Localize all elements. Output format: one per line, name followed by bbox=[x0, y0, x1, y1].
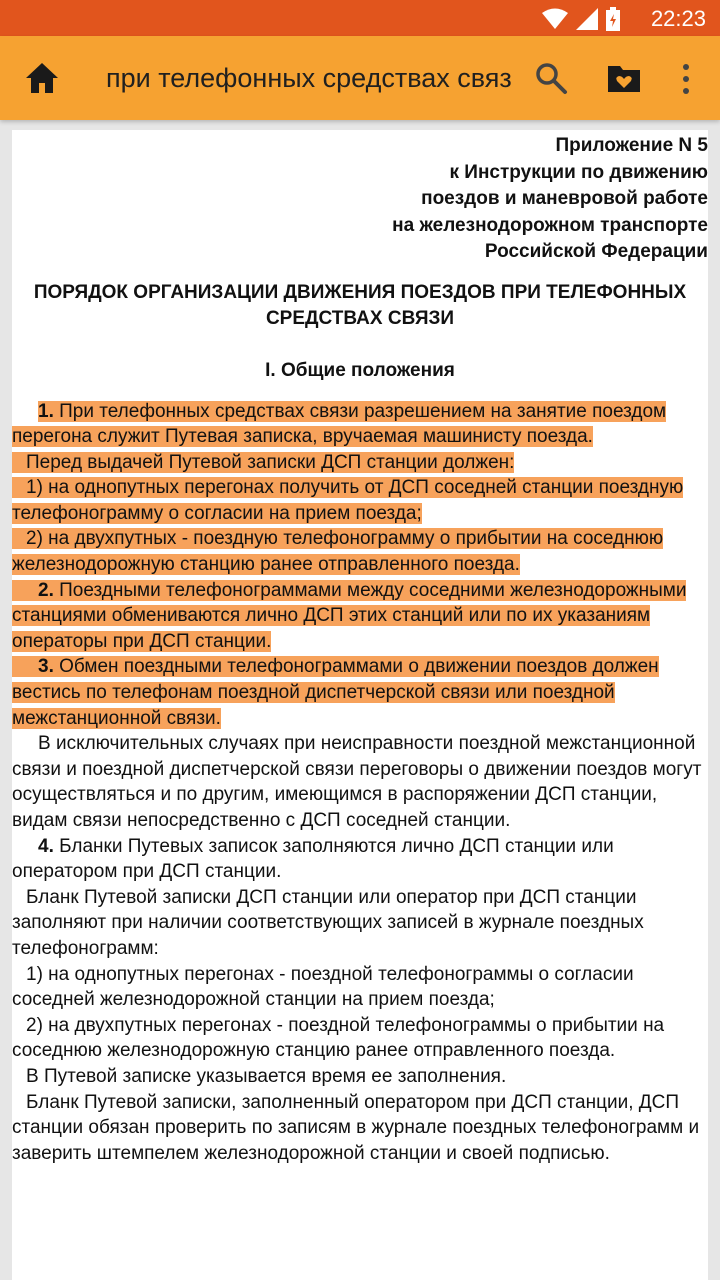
paragraph-text: Бланки Путевых записок заполняются лично ДСП станции или оператором при ДСП станции. bbox=[12, 835, 614, 883]
signal-icon bbox=[576, 8, 598, 30]
paragraph bbox=[12, 654, 708, 731]
paragraph bbox=[12, 399, 708, 450]
status-time: 22:23 bbox=[650, 6, 706, 31]
home-icon[interactable] bbox=[24, 60, 60, 96]
status-icons bbox=[542, 7, 620, 31]
annex-line: на железнодорожном транспорте bbox=[392, 214, 708, 236]
paragraph bbox=[12, 1064, 708, 1090]
paragraph-text: Перед выдачей Путевой записки ДСП станции должен: bbox=[26, 451, 515, 473]
paragraph bbox=[12, 526, 708, 577]
document-title: ПОРЯДОК ОРГАНИЗАЦИИ ДВИЖЕНИЯ ПОЕЗДОВ ПРИ ТЕЛЕФОННЫХ СРЕДСТВАХ СВЯЗИ bbox=[33, 281, 687, 329]
paragraph-text: В исключительных случаях при неисправности поездной межстанционной связи и поездной диспетчерской связи переговоры о движении поездов могут осуществляться и по другим, имеющимся в распоряжении ДСП станции, видам связи непосредственно с ДСП соседней станции. bbox=[12, 733, 702, 831]
wifi-icon bbox=[542, 8, 568, 30]
section-title: I. Общие положения bbox=[265, 359, 455, 381]
paragraph-number: 2. bbox=[38, 579, 54, 601]
paragraph bbox=[12, 578, 708, 655]
battery-icon bbox=[606, 7, 620, 31]
annex-line: поездов и маневровой работе bbox=[421, 188, 708, 209]
paragraph bbox=[12, 1013, 708, 1064]
paragraph bbox=[12, 450, 708, 476]
more-vert-icon[interactable] bbox=[674, 62, 698, 96]
paragraph bbox=[12, 1090, 708, 1167]
paragraph-text: 2) на двухпутных перегонах - поездной телефонограммы о прибытии на соседнюю железнодорожную станцию ранее отправленного поезда. bbox=[12, 1014, 665, 1062]
paragraph-number: 1. bbox=[38, 400, 54, 422]
paragraph-text: 2) на двухпутных - поездную телефонограмму о прибытии на соседнюю железнодорожную станцию ранее отправленного поезда. bbox=[12, 528, 664, 576]
paragraph-text: 1) на однопутных перегонах - поездной телефонограммы о согласии соседней железнодорожной станции на прием поезда; bbox=[12, 963, 634, 1011]
annex-line: Приложение N 5 bbox=[555, 135, 708, 156]
paragraph-text: При телефонных средствах связи разрешением на занятие поездом перегона служит Путевая записка, вручаемая машинисту поезда. bbox=[12, 400, 667, 448]
document-view[interactable] bbox=[12, 130, 708, 1280]
paragraph-text: 1) на однопутных перегонах получить от ДСП соседней станции поездную телефонограмму о согласии на прием поезда; bbox=[12, 477, 684, 524]
paragraph-text: Бланк Путевой записки ДСП станции или оператор при ДСП станции заполняют при наличии соответствующих записей в журнале поездных телефонограмм: bbox=[12, 886, 644, 959]
paragraph bbox=[12, 475, 708, 526]
annex-line: к Инструкции по движению bbox=[449, 161, 708, 183]
document-body bbox=[12, 399, 708, 1167]
paragraph bbox=[12, 885, 708, 962]
paragraph bbox=[12, 962, 708, 1013]
paragraph-text: Обмен поездными телефонограммами о движении поездов должен вестись по телефонам поездной диспетчерской связи или поездной межстанционной связи. bbox=[12, 656, 659, 729]
paragraph-text: Поездными телефонограммами между соседними железнодорожными станциями обмениваются лично ДСП этих станций или по их указаниям операторы при ДСП станции. bbox=[12, 579, 687, 652]
paragraph-text: В Путевой записке указывается время ее заполнения. bbox=[26, 1065, 507, 1087]
paragraph-number: 4. bbox=[38, 835, 54, 857]
status-bar bbox=[0, 0, 720, 36]
bookmark-folder-icon[interactable] bbox=[606, 62, 642, 94]
paragraph-number: 3. bbox=[38, 656, 54, 678]
annex-header bbox=[12, 133, 708, 266]
search-icon[interactable] bbox=[534, 61, 568, 95]
app-bar bbox=[0, 36, 720, 120]
paragraph bbox=[12, 834, 708, 885]
paragraph-text: Бланк Путевой записки, заполненный оператором при ДСП станции, ДСП станции обязан проверить по записям в журнале поездных телефонограмм и заверить штемпелем железнодорожной станции и своей подписью. bbox=[12, 1091, 700, 1164]
annex-line: Российской Федерации bbox=[484, 241, 708, 262]
paragraph bbox=[12, 731, 708, 833]
app-bar-title: при телефонных средствах связ bbox=[106, 63, 512, 93]
